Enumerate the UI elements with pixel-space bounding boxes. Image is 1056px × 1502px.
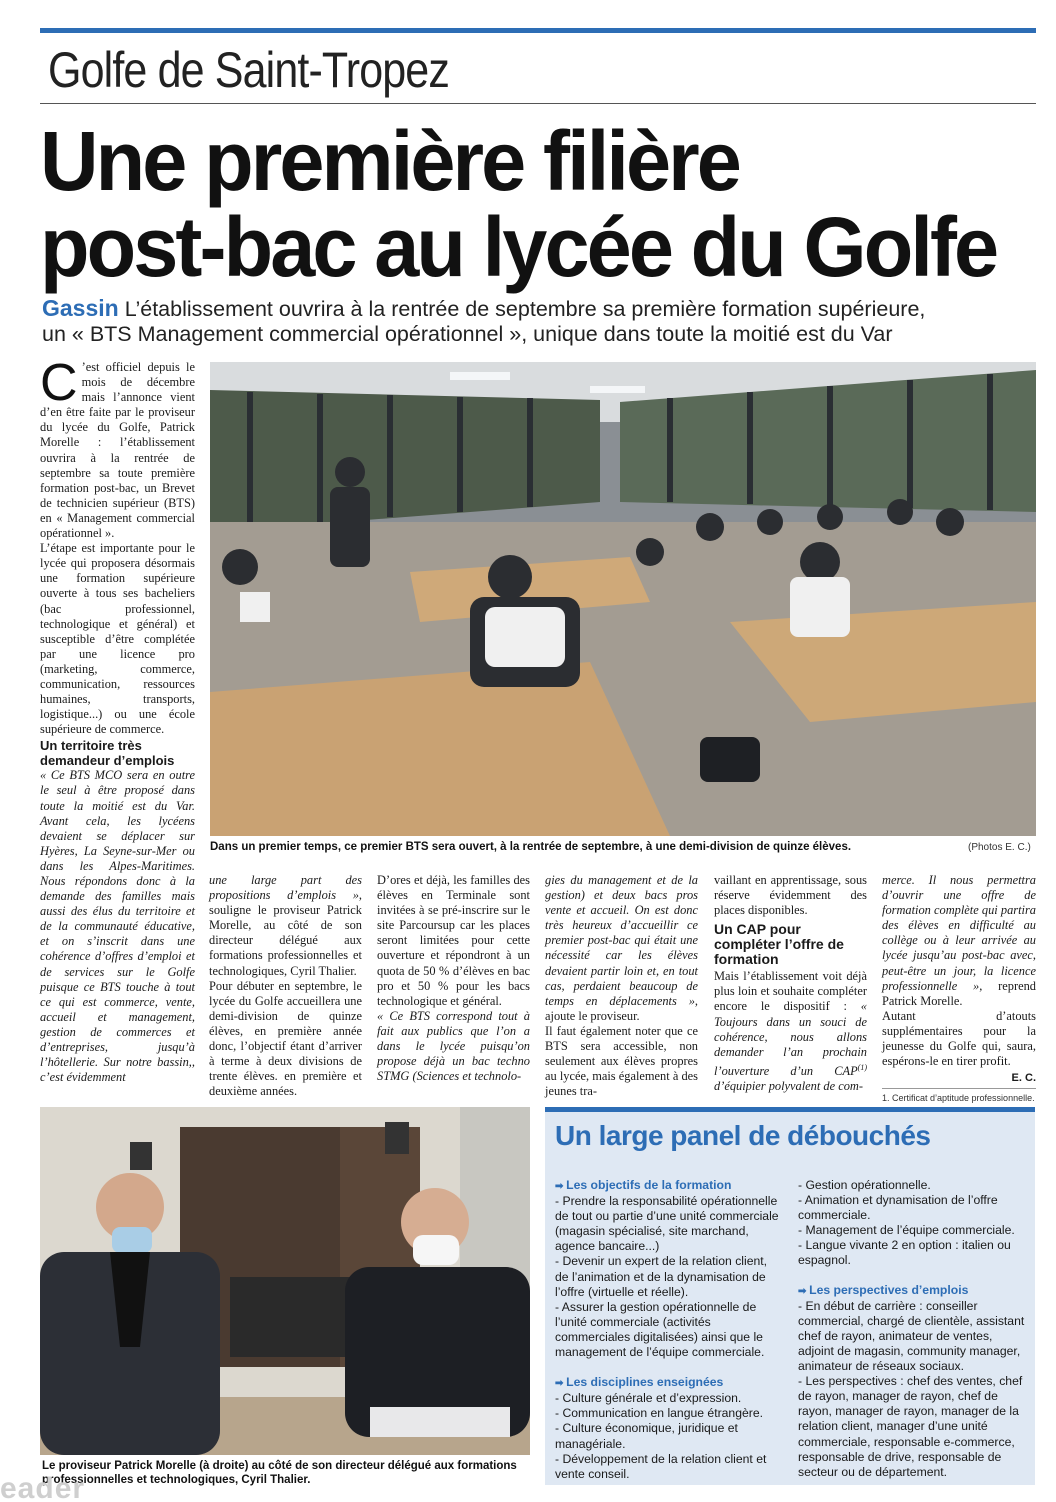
classroom-illustration: [210, 362, 1036, 836]
list-item: - Culture générale et d’expression.: [555, 1391, 742, 1406]
section-title: Golfe de Saint-Tropez: [48, 42, 450, 98]
article-column-6: [882, 873, 1036, 1106]
box-list-disciplines-cont: [798, 1178, 1030, 1269]
col1-paragraph-2: L’étape est importante pour le lycée qui proposera désormais une formation supérieure ouverte à tous ses bacheliers (bac professionnel, technologique et général) et susceptible d’être complétée par une licence pro (marketing, commerce, communication, ressources humaines, transports, logistique...) ou une école supérieure de commerce.: [40, 541, 195, 737]
article-column-5: [714, 873, 867, 1094]
article-column-3: [377, 873, 530, 1084]
photo-credit: (Photos E. C.): [968, 842, 1031, 853]
footnote: 1. Certificat d’aptitude professionnelle.: [882, 1088, 1036, 1106]
kicker-line-2: un « BTS Management commercial opérationnel », unique dans toute la moitié est du Var: [42, 322, 893, 346]
kicker: [42, 296, 1042, 347]
watermark: eader: [0, 1472, 86, 1502]
list-item: - Prendre la responsabilité opérationnelle de tout ou partie d’une unité commerciale (magasin spécialisé, site marchand, agence bancaire...): [555, 1194, 779, 1254]
col2-paragraph-2: Pour débuter en septembre, le lycée du Golfe accueillera une demi-division de quinze élèves, en première année donc, l’objectif étant d’arriver à terme à deux divisions de trente élèves. en première et deuxième années.: [209, 978, 362, 1099]
headline-line-1: Une première filière: [40, 114, 739, 208]
list-item: - Communication en langue étrangère.: [555, 1406, 763, 1421]
col2-text: , souligne le proviseur Patrick Morelle, au côté de son directeur délégué aux formations professionnelles et technologiques, Cyril Thalier.: [209, 888, 362, 978]
portrait-photo: [40, 1107, 530, 1455]
box-right-column: [798, 1178, 1030, 1480]
col4-text: , ajoute le proviseur.: [545, 993, 698, 1023]
col3-paragraph-1: D’ores et déjà, les familles des élèves en Terminale sont invitées à se pré-inscrire sur le site Parcoursup car les places seront limitées pour cette ouverture et répondront à un quota de 50 % d’élèves en bac pro et 50 % pour les bacs technologique et général.: [377, 873, 530, 1008]
box-list-disciplines: [555, 1391, 781, 1482]
article-column-1: [40, 354, 195, 1085]
list-item: - Animation et dynamisation de l’offre commerciale.: [798, 1193, 998, 1223]
col1-paragraph-3: « Ce BTS MCO sera en outre le seul à être proposé dans toute la moitié est du Var. Avant cela, les lycéens devaient se déplacer sur Hyères, La Seyne-sur-Mer ou dans les Alpes-Maritimes. Nous répondons donc à la demande des familles mais aussi des élus du territoire et de la communauté éducative, et on s’inscrit dans une cohérence d’offres d’emploi et de services sur le Golfe puisque ce BTS touche à tout ce qui est commerce, vente, accueil et management, gestion de commerces et d’entreprises, jusqu’à l’hôtellerie. Sur notre bassin,, c’est évidemment: [40, 768, 195, 1085]
col6-quote: merce. Il nous permettra d’ouvrir une offre de formation complète qui partira des élèves en difficulté au collège ou à leur arrivée au lycée jusqu’au post-bac avec, peut-être un jour, la licence professionnelle »: [882, 873, 1036, 993]
kicker-line-1: L’établissement ouvrira à la rentrée de septembre sa première formation supérieure,: [118, 297, 926, 321]
col6-text: , reprend Patrick Morelle.: [882, 978, 1036, 1008]
dropcap: C: [40, 354, 78, 412]
list-item: - Développement de la relation client et vente conseil.: [555, 1451, 767, 1481]
top-rule: [40, 28, 1036, 33]
subhead-cap: Un CAP pour compléter l’offre de formation: [714, 921, 844, 968]
article-column-4: [545, 873, 698, 1099]
portrait-illustration: [40, 1107, 530, 1455]
col6-paragraph-2: Autant d’atouts supplémentaires pour la jeunesse du Golfe qui, saura, espérons-le en tirer profit.: [882, 1008, 1036, 1069]
list-item: - Langue vivante 2 en option : italien ou espagnol.: [798, 1238, 1011, 1268]
col2-quote: une large part des propositions d’emplois »: [209, 873, 362, 903]
debouches-box: [545, 1107, 1035, 1485]
classroom-photo-caption: Dans un premier temps, ce premier BTS sera ouvert, à la rentrée de septembre, à une demi-division de quinze élèves.: [210, 841, 852, 853]
list-item: - Les perspectives : chef des ventes, chef de rayon, manager de rayon, chef de rayon, manager de rayon, manager de la relation client, manager d’une unité commerciale, responsable e-commerce, responsable de drive, responsable de secteur ou de département.: [798, 1374, 1023, 1479]
kicker-place: Gassin: [42, 295, 119, 321]
box-left-column: [555, 1178, 781, 1482]
headline-line-2: post-bac au lycée du Golfe: [40, 200, 997, 294]
col5-quote-end: d’équipier polyvalent de com-: [714, 1079, 863, 1094]
col3-paragraph-2: « Ce BTS correspond tout à fait aux publics que l’on a dans le lycée puisqu’on propose déjà un bac techno STMG (Sciences et technolo-: [377, 1008, 530, 1084]
box-heading-disciplines: ➡ Les disciplines enseignées: [555, 1375, 781, 1391]
col1-paragraph-1: ’est officiel depuis le mois de décembre mais l’annonce vient d’en être faite par le proviseur du lycée du Golfe, Patrick Morelle : l’établissement ouvrira à la rentrée de septembre sa toute première formation post-bac, un Brevet de technicien supérieur (BTS) en « Management commercial opérationnel ».: [40, 360, 195, 541]
subhead-territoire: Un territoire très demandeur d’emplois: [40, 738, 175, 768]
article-column-2: [209, 873, 362, 1099]
classroom-photo: [210, 362, 1036, 836]
section-rule: [40, 103, 1036, 104]
box-title: Un large panel de débouchés: [555, 1120, 931, 1151]
list-item: - En début de carrière : conseiller commercial, chargé de clientèle, assistant chef de rayon, animateur de ventes, adjoint de magasin, community manager, animateur de réseaux sociaux.: [798, 1298, 1025, 1374]
headline: [40, 114, 1050, 294]
col5-quote: « Toujours dans un souci de cohérence, nous allons demander l’an prochain l’ouverture d’un CAP: [714, 999, 867, 1078]
portrait-photo-caption: Le proviseur Patrick Morelle (à droite) au côté de son directeur délégué aux formations professionnelles et technologiques, Cyril Thalier.: [42, 1460, 517, 1486]
box-heading-perspectives: ➡ Les perspectives d’emplois: [798, 1283, 1030, 1299]
box-list-perspectives: [798, 1299, 1030, 1480]
list-item: - Culture économique, juridique et managériale.: [555, 1421, 738, 1451]
footnote-ref: (1): [857, 1062, 867, 1072]
list-item: - Assurer la gestion opérationnelle de l’unité commerciale (activités commerciales digitalisées) ainsi que le management de l’équipe commerciale.: [555, 1299, 765, 1360]
list-item: - Devenir un expert de la relation client, de l’animation et de la dynamisation de l’offre (virtuelle et réelle).: [555, 1254, 768, 1299]
box-heading-objectifs: ➡ Les objectifs de la formation: [555, 1178, 781, 1194]
col5-text: Mais l’établissement voit déjà plus loin et souhaite compléter encore le dispositif :: [714, 969, 867, 1014]
col4-quote: gies du management et de la gestion) et deux bacs pros vente et accueil. On est donc très heureux d’accueillir ce premier post-bac qui était une nécessité car les élèves devaient partir loin et, en tout cas, perdaient beaucoup de temps en déplacements »: [545, 873, 698, 1008]
col5-paragraph-1: vaillant en apprentissage, sous réserve évidemment des places disponibles.: [714, 873, 867, 918]
col4-paragraph-2: Il faut également noter que ce BTS sera accessible, non seulement aux élèves propres au lycée, mais également à des jeunes tra-: [545, 1023, 698, 1099]
list-item: - Gestion opérationnelle.: [798, 1178, 931, 1192]
box-list-objectifs: [555, 1194, 781, 1360]
signature: E. C.: [1011, 1072, 1036, 1085]
list-item: - Management de l’équipe commerciale.: [798, 1223, 1015, 1238]
